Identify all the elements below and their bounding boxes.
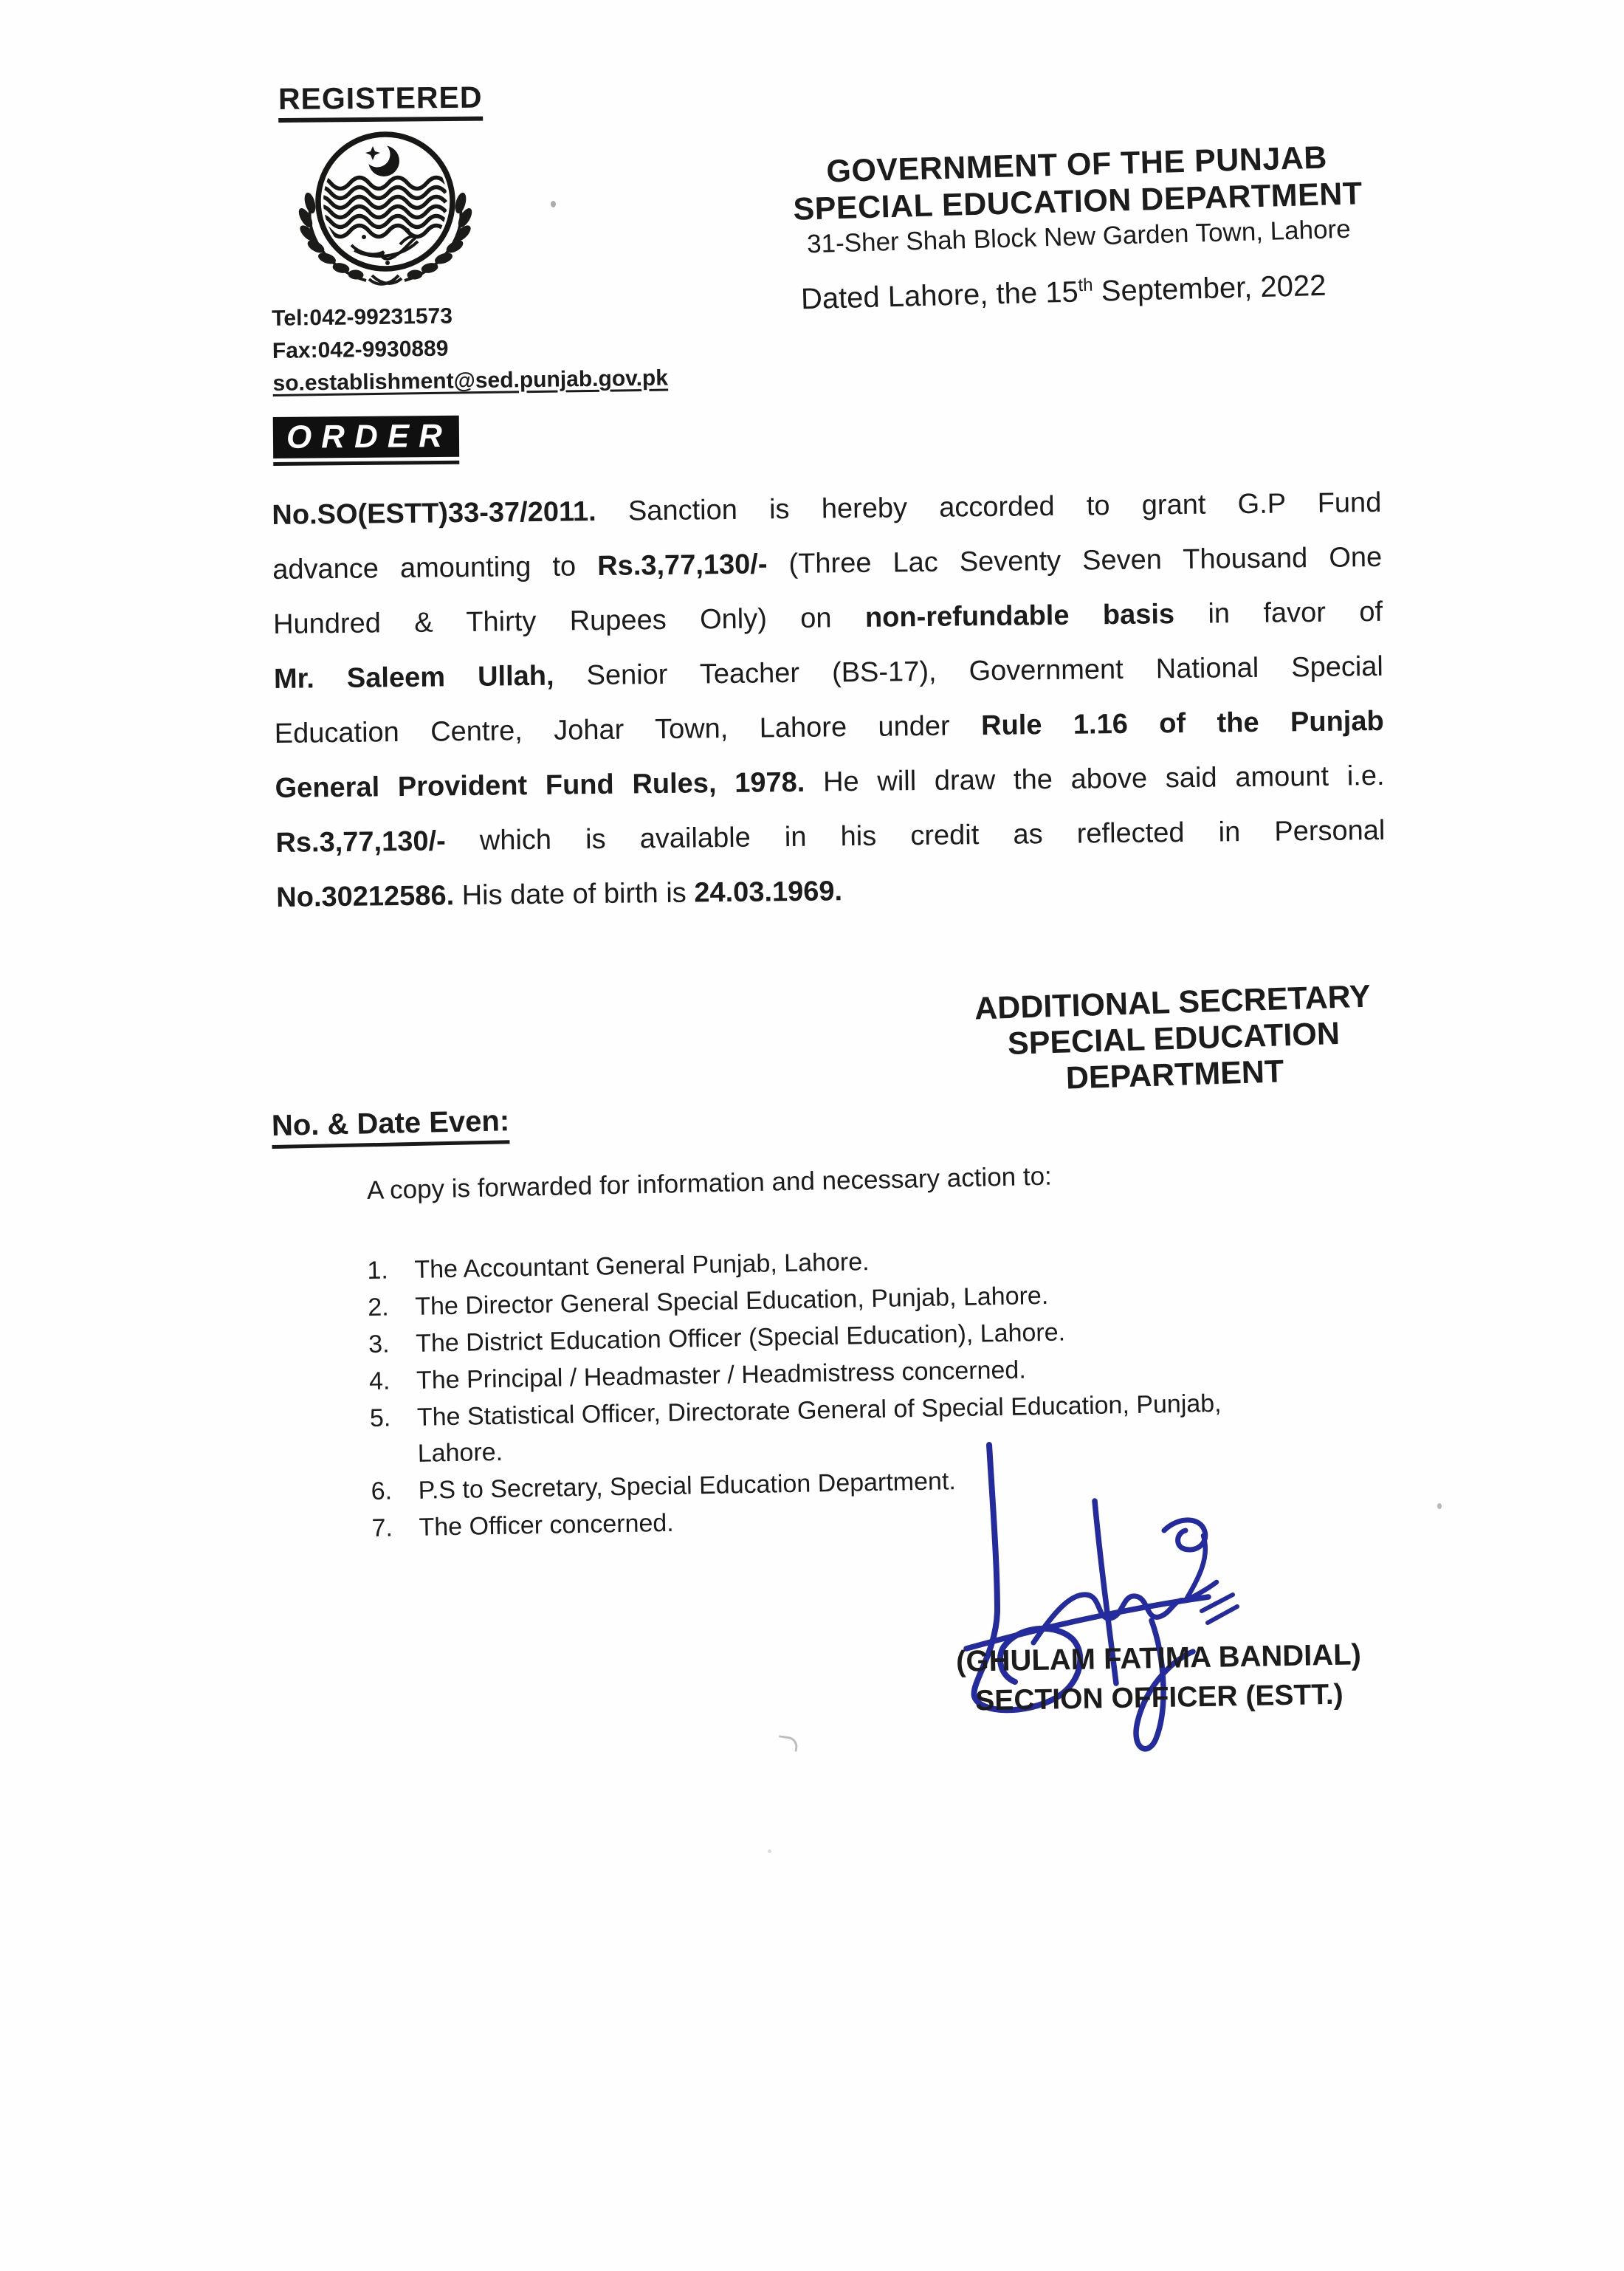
order-body-paragraph (272, 475, 1386, 925)
number-date-heading: No. & Date Even: (271, 1104, 509, 1149)
letterhead (774, 138, 1382, 263)
signatory-designation-line: ADDITIONAL SECRETARY (974, 978, 1372, 1027)
fax-line: Fax:042-9930889 (272, 336, 449, 363)
signatory-title: SECTION OFFICER (ESTT.) (974, 1678, 1343, 1717)
cc-item-text: The Accountant General Punjab, Lahore. (414, 1248, 870, 1284)
cc-item-text: The Officer concerned. (419, 1508, 674, 1542)
cc-item-text: P.S to Secretary, Special Education Department. (418, 1467, 957, 1505)
date-line: Dated Lahore, the 15th September, 2022 (800, 269, 1327, 316)
scan-artifact-dot (768, 1849, 771, 1853)
order-heading: ORDER (273, 416, 459, 466)
body-line: Education Centre, Johar Town, Lahore under Rule 1.16 of the Punjab (274, 705, 1384, 749)
cc-item-text: The Director General Special Education, Punjab, Lahore. (414, 1281, 1049, 1321)
signatory-designation-line: SPECIAL EDUCATION (1007, 1015, 1341, 1062)
email-line: so.establishment@sed.punjab.gov.pk (272, 365, 669, 396)
handwritten-signature (930, 1432, 1270, 1772)
cc-item-text: The District Education Officer (Special Education), Lahore. (415, 1318, 1066, 1358)
body-line: Rs.3,77,130/- which is available in his credit as reflected in Personal (275, 814, 1386, 859)
cc-item-text: The Statistical Officer, Directorate General of Special Education, Punjab, Lahore. (416, 1389, 1222, 1468)
department-name: SPECIAL EDUCATION DEPARTMENT (792, 176, 1363, 227)
signature-block (933, 1635, 1385, 1722)
cc-item-number: 4. (368, 1367, 390, 1395)
cc-item-number: 5. (369, 1404, 391, 1432)
body-line: Hundred & Thirty Rupees Only) on non-refundable basis in favor of (272, 596, 1383, 640)
date-ordinal-superscript: th (1078, 275, 1093, 296)
cc-item-number: 3. (368, 1330, 390, 1358)
body-line: advance amounting to Rs.3,77,130/- (Three Lac Seventy Seven Thousand One (272, 541, 1383, 585)
scan-artifact-dot (1437, 1503, 1442, 1509)
punjab-government-crest-logo (289, 126, 496, 299)
signatory-designation (951, 978, 1397, 1101)
signatory-designation-line: DEPARTMENT (1065, 1054, 1284, 1096)
scan-artifact-mark (777, 1735, 799, 1752)
cc-item-text: The Principal / Headmaster / Headmistress concerned. (416, 1356, 1027, 1395)
body-line: No.SO(ESTT)33-37/2011. Sanction is hereby accorded to grant G.P Fund (272, 487, 1382, 531)
cc-intro-line: A copy is forwarded for information and necessary action to: (366, 1161, 1053, 1205)
signatory-name: (GHULAM FATIMA BANDIAL) (955, 1638, 1362, 1678)
cc-item-number: 6. (371, 1477, 393, 1505)
contact-block (272, 298, 668, 400)
registered-label: REGISTERED (278, 81, 483, 123)
scan-artifact-dot (551, 201, 556, 207)
department-address: 31-Sher Shah Block New Garden Town, Lahore (806, 214, 1352, 259)
tel-line: Tel:042-99231573 (272, 303, 453, 331)
cc-item-number: 2. (367, 1293, 389, 1322)
government-name: GOVERNMENT OF THE PUNJAB (825, 140, 1328, 190)
body-line: General Provident Fund Rules, 1978. He will draw the above said amount i.e. (275, 760, 1385, 804)
body-line: No.30212586. His date of birth is 24.03.1969. (276, 876, 843, 913)
cc-item-number: 1. (367, 1256, 389, 1285)
body-line: Mr. Saleem Ullah, Senior Teacher (BS-17), Government National Special (273, 650, 1384, 695)
cc-item-number: 7. (371, 1514, 393, 1542)
